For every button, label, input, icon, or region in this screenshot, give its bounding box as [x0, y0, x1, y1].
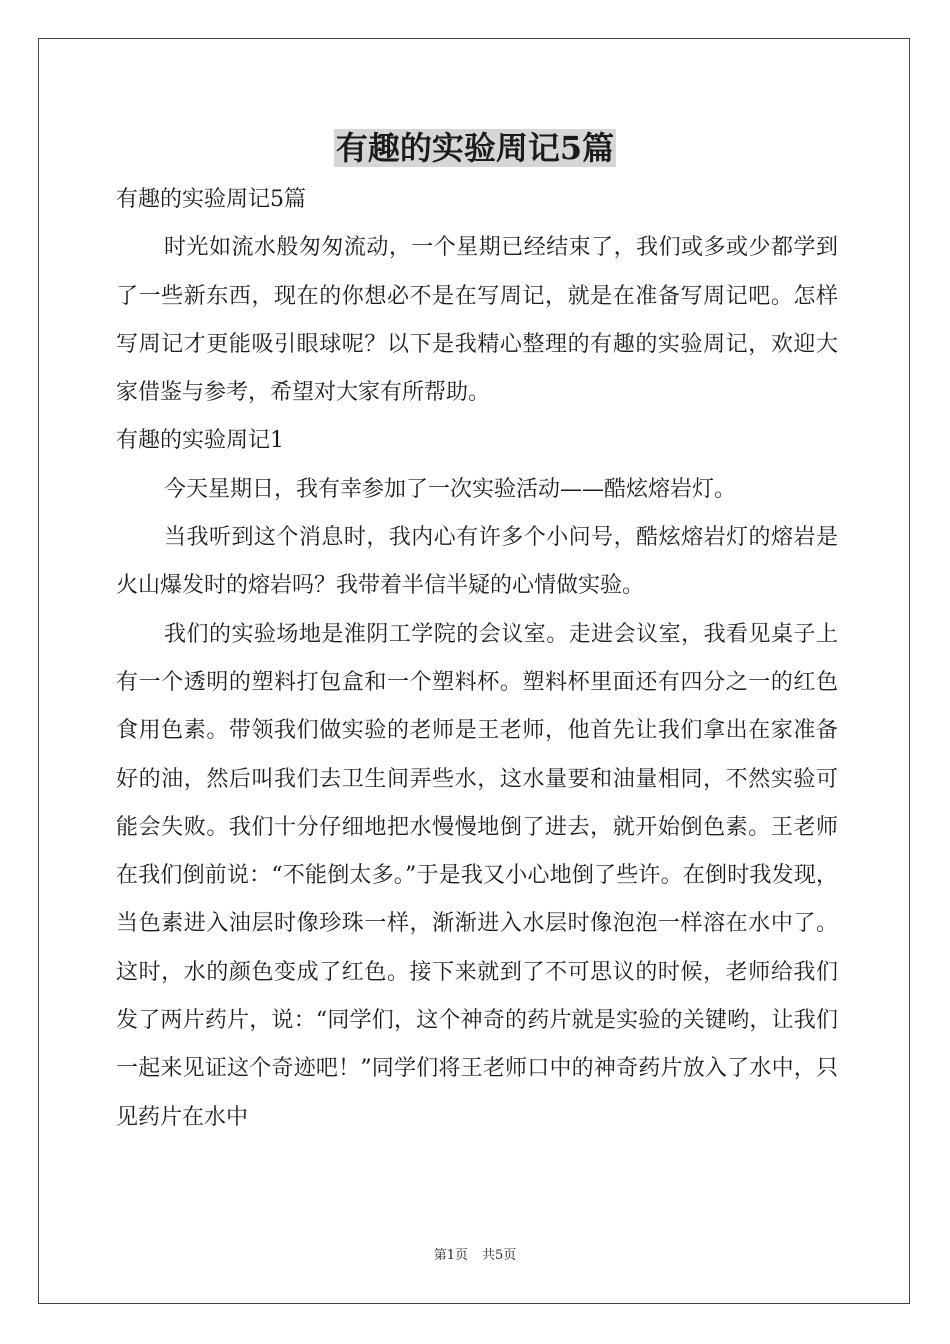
- subtitle-paragraph: 有趣的实验周记5篇: [116, 187, 306, 212]
- page-footer: [0, 1248, 950, 1264]
- document-title: [0, 124, 950, 172]
- page-total: 共5页: [482, 1248, 517, 1263]
- intro-paragraph: 时光如流水般匆匆流动，一个星期已经结束了，我们或多或少都学到了一些新东西，现在的你想必不是在写周记，就是在准备写周记吧。怎样写周记才更能吸引眼球呢？以下是我精心整理的有趣的实验周记，欢迎大家借鉴与参考，希望对大家有所帮助。: [116, 235, 838, 406]
- body-paragraph: 我们的实验场地是淮阴工学院的会议室。走进会议室，我看见桌子上有一个透明的塑料打包盒和一个塑料杯。塑料杯里面还有四分之一的红色食用色素。带领我们做实验的老师是王老师，他首先让我们拿出在家准备好的油，然后叫我们去卫生间弄些水，这水量要和油量相同，不然实验可能会失败。我们十分仔细地把水慢慢地倒了进去，就开始倒色素。王老师在我们倒前说：“不能倒太多。”于是我又小心地倒了些许。在倒时我发现，当色素进入油层时像珍珠一样，渐渐进入水层时像泡泡一样溶在水中了。这时，水的颜色变成了红色。接下来就到了不可思议的时候，老师给我们发了两片药片，说：“同学们，这个神奇的药片就是实验的关键哟，让我们一起来见证这个奇迹吧！”同学们将王老师口中的神奇药片放入了水中，只见药片在水中: [116, 621, 838, 1130]
- body-paragraph: 今天星期日，我有幸参加了一次实验活动——酷炫熔岩灯。: [164, 476, 737, 502]
- document-title-text: 有趣的实验周记5篇: [335, 129, 615, 167]
- page-number: 第1页: [433, 1248, 468, 1263]
- body-paragraph: 当我听到这个消息时，我内心有许多个小问号，酷炫熔岩灯的熔岩是火山爆发时的熔岩吗？我带着半信半疑的心情做实验。: [116, 525, 838, 599]
- document-body: [116, 176, 838, 1142]
- section-heading: 有趣的实验周记1: [116, 428, 284, 454]
